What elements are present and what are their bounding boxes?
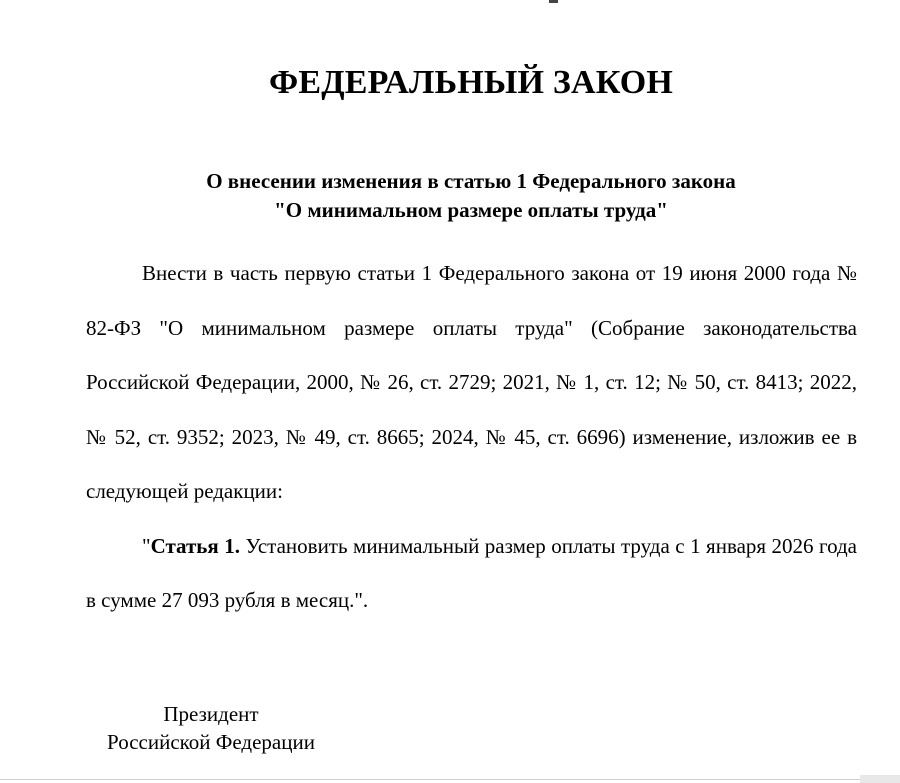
bottom-corner-shade bbox=[860, 775, 900, 783]
subtitle-line-1: О внесении изменения в статью 1 Федерального закона bbox=[206, 169, 736, 193]
signature-office: Российской Федерации bbox=[107, 730, 315, 754]
signature-title: Президент bbox=[163, 702, 259, 726]
article-text: Установить минимальный размер оплаты труда с 1 января 2026 года в сумме 27 093 рубля в месяц.". bbox=[86, 533, 858, 612]
signature-block bbox=[86, 700, 336, 756]
law-subtitle bbox=[0, 167, 900, 225]
article-open-quote: " bbox=[142, 533, 151, 558]
subtitle-line-2: "О минимальном размере оплаты труда" bbox=[274, 198, 668, 222]
law-title: ФЕДЕРАЛЬНЫЙ ЗАКОН bbox=[268, 64, 674, 101]
amendment-paragraph: Внести в часть первую статьи 1 Федерального закона от 19 июня 2000 года № 82-ФЗ "О минимальном размере оплаты труда" (Собрание законодательства Российской Федерации, 2000, № 26, ст. 2729; 2021, № 1, ст. 12; № 50, ст. 8413; 2022, № 52, ст. 9352; 2023, № 49, ст. 8665; 2024, № 45, ст. 6696) изменение, изложив ее в следующей редакции: bbox=[86, 261, 857, 503]
article-paragraph bbox=[86, 519, 857, 628]
law-body bbox=[86, 246, 857, 628]
top-edge-mark bbox=[549, 0, 558, 3]
article-heading: Статья 1. bbox=[150, 533, 241, 558]
bottom-divider bbox=[0, 779, 900, 780]
